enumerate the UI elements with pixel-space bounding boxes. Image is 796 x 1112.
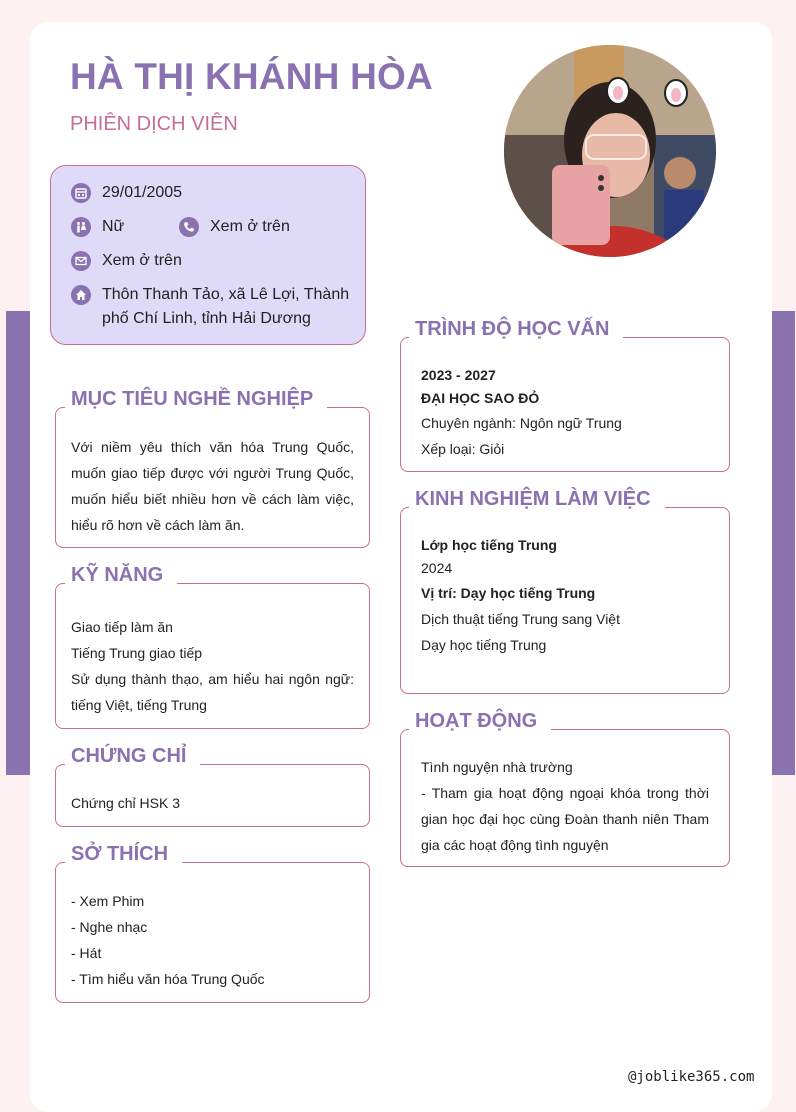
objective-text: Với niềm yêu thích văn hóa Trung Quốc, muốn giao tiếp được với người Trung Quốc, muốn hiểu biết nhiều hơn về cách làm việc, hiểu rõ hơn về cách làm ăn. bbox=[71, 439, 354, 533]
hobbies-section bbox=[55, 843, 370, 1003]
certificates-title: CHỨNG CHỈ bbox=[65, 745, 200, 768]
skills-list bbox=[71, 614, 354, 718]
birthday-row bbox=[71, 183, 182, 205]
gender-row bbox=[71, 217, 124, 239]
experience-company: Lớp học tiếng Trung bbox=[421, 537, 557, 553]
email-icon bbox=[71, 251, 91, 271]
skills-section bbox=[55, 564, 370, 729]
hobbies-list bbox=[71, 888, 354, 992]
birthday-value: 29/01/2005 bbox=[102, 184, 183, 201]
activities-body bbox=[421, 754, 709, 858]
objective-title: MỤC TIÊU NGHỀ NGHIỆP bbox=[65, 388, 327, 411]
education-school: ĐẠI HỌC SAO ĐỎ bbox=[421, 390, 540, 406]
gender-value: Nữ bbox=[102, 218, 125, 235]
address-value: Thôn Thanh Tảo, xã Lê Lợi, Thành phố Chí Linh, tỉnh Hải Dương bbox=[102, 286, 350, 327]
education-body bbox=[421, 364, 714, 462]
experience-section bbox=[400, 488, 730, 694]
list-item: - Tìm hiểu văn hóa Trung Quốc bbox=[71, 971, 265, 987]
list-item: Giao tiếp làm ăn bbox=[71, 619, 173, 635]
phone-row bbox=[179, 217, 290, 239]
skills-title: KỸ NĂNG bbox=[65, 564, 177, 587]
calendar-icon bbox=[71, 183, 91, 203]
education-grade: Xếp loại: Giỏi bbox=[421, 441, 505, 457]
education-title: TRÌNH ĐỘ HỌC VẤN bbox=[409, 318, 623, 341]
home-icon bbox=[71, 285, 91, 305]
list-item: Chứng chỉ HSK 3 bbox=[71, 795, 180, 811]
list-item: - Hát bbox=[71, 945, 102, 961]
email-value: Xem ở trên bbox=[102, 252, 182, 269]
contact-info-box bbox=[50, 165, 366, 345]
education-major: Chuyên ngành: Ngôn ngữ Trung bbox=[421, 415, 622, 431]
right-accent-band bbox=[772, 311, 795, 775]
certificates-section bbox=[55, 745, 370, 827]
avatar-photo bbox=[504, 45, 716, 257]
avatar bbox=[504, 45, 716, 257]
activities-line-2: - Tham gia hoạt động ngoại khóa trong thời gian học đại học cùng Đoàn thanh niên Tham gia các hoạt động tình nguyện bbox=[421, 785, 709, 853]
activities-line-1: Tình nguyện nhà trường bbox=[421, 759, 573, 775]
hobbies-title: SỞ THÍCH bbox=[65, 843, 182, 866]
footer-watermark: @joblike365.com bbox=[628, 1069, 755, 1085]
email-row bbox=[71, 251, 182, 273]
phone-icon bbox=[179, 217, 199, 237]
experience-title: KINH NGHIỆM LÀM VIỆC bbox=[409, 488, 665, 511]
education-period: 2023 - 2027 bbox=[421, 367, 496, 383]
address-row bbox=[71, 285, 351, 331]
gender-icon bbox=[71, 217, 91, 237]
left-accent-band bbox=[6, 311, 30, 775]
experience-body bbox=[421, 534, 714, 658]
objective-section bbox=[55, 388, 370, 548]
certificates-list bbox=[71, 790, 354, 816]
list-item: Dịch thuật tiếng Trung sang Việt bbox=[421, 611, 620, 627]
experience-year: 2024 bbox=[421, 560, 453, 576]
candidate-role: PHIÊN DỊCH VIÊN bbox=[70, 113, 238, 135]
activities-section bbox=[400, 710, 730, 867]
activities-title: HOẠT ĐỘNG bbox=[409, 710, 551, 733]
list-item: Tiếng Trung giao tiếp bbox=[71, 645, 203, 661]
list-item: Sử dụng thành thạo, am hiểu hai ngôn ngữ: tiếng Việt, tiếng Trung bbox=[71, 671, 354, 713]
candidate-name: HÀ THỊ KHÁNH HÒA bbox=[70, 56, 433, 97]
experience-position: Vị trí: Dạy học tiếng Trung bbox=[421, 585, 596, 601]
list-item: - Xem Phim bbox=[71, 893, 145, 909]
education-section bbox=[400, 318, 730, 472]
list-item: Dạy học tiếng Trung bbox=[421, 637, 547, 653]
list-item: - Nghe nhạc bbox=[71, 919, 148, 935]
phone-value: Xem ở trên bbox=[210, 218, 290, 235]
